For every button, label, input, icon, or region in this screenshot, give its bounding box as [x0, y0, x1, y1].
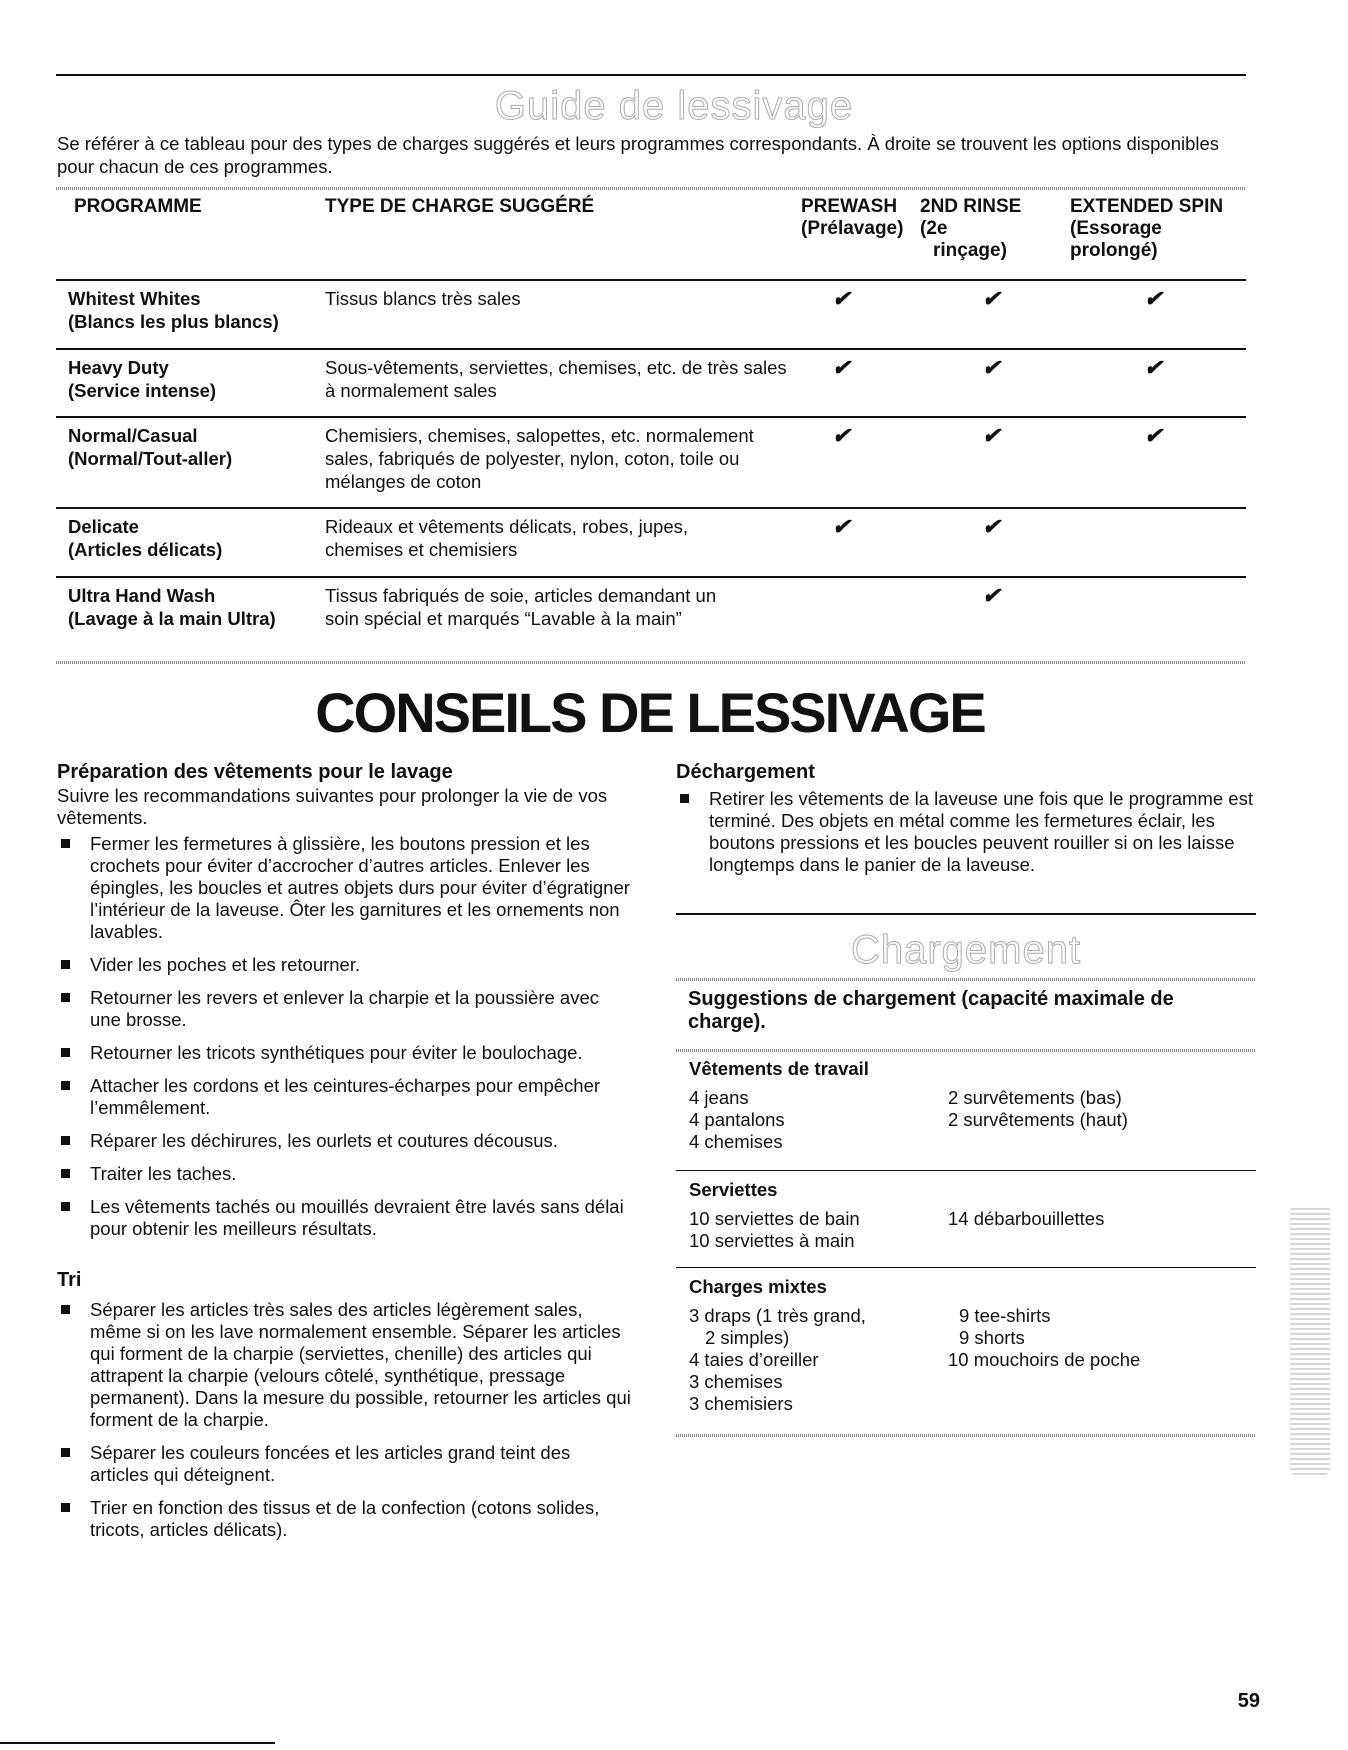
list-item [57, 1075, 632, 1119]
list-item-text: Attacher les cordons et les ceintures-écharpes pour empêcher l’emmêlement. [90, 1075, 601, 1118]
page-number: 59 [1237, 1690, 1260, 1712]
list-item: 2 survêtements (haut) [948, 1109, 1128, 1130]
list-item-text: Retourner les revers et enlever la charpie et la poussière avec une brosse. [90, 987, 600, 1030]
list-item: 9 tee-shirts [959, 1305, 1051, 1326]
bullet-icon [61, 1169, 70, 1178]
row-3-load: Rideaux et vêtements délicats, robes, jupes, chemises et chemisiers [325, 516, 688, 560]
row-0-rinse-check-icon: ✔ [982, 286, 1001, 311]
header-programme: PROGRAMME [74, 196, 202, 217]
bullet-icon [61, 1048, 70, 1057]
towels-right [948, 1208, 1104, 1230]
row-2-spin-check-icon: ✔ [1144, 423, 1163, 448]
row-4-name-fr: (Lavage à la main Ultra) [68, 608, 276, 629]
row-divider [56, 507, 1246, 509]
header-rinse-fr1: (2e [920, 218, 948, 239]
row-0-name-en: Whitest Whites [68, 288, 201, 309]
tri-list [57, 1299, 632, 1552]
list-item [57, 987, 632, 1031]
row-3-prewash-check-icon: ✔ [832, 514, 851, 539]
list-item [57, 1299, 632, 1431]
header-rinse [920, 196, 1021, 262]
loading-dot-rule [676, 978, 1256, 981]
list-item: 10 serviettes à main [689, 1230, 855, 1251]
row-1-spin-check-icon: ✔ [1144, 355, 1163, 380]
row-0-prewash-check-icon: ✔ [832, 286, 851, 311]
mixed-left [689, 1305, 866, 1415]
header-prewash-fr: (Prélavage) [801, 218, 904, 239]
row-1-prewash-check-icon: ✔ [832, 355, 851, 380]
row-1-name-fr: (Service intense) [68, 380, 217, 401]
top-rule [56, 74, 1246, 76]
list-item-text: Traiter les taches. [90, 1163, 237, 1184]
row-2-name-en: Normal/Casual [68, 425, 198, 446]
list-item [57, 1196, 632, 1240]
row-4-name [68, 584, 276, 630]
row-3-name-en: Delicate [68, 516, 139, 537]
row-2-name-fr: (Normal/Tout-aller) [68, 448, 233, 469]
row-divider [56, 416, 1246, 418]
group-divider [676, 1170, 1256, 1171]
footer-rule [0, 1742, 275, 1744]
bullet-icon [61, 1448, 70, 1457]
list-item: 9 shorts [959, 1327, 1025, 1348]
row-1-name [68, 356, 216, 402]
list-item-text: Retirer les vêtements de la laveuse une fois que le programme est terminé. Des objets en métal comme les fermetures éclair, les boutons pressions et les boucles peuvent rouiller si on les laisse longtemps dans le panier de la laveuse. [709, 788, 1253, 875]
row-4-rinse-check-icon: ✔ [982, 583, 1001, 608]
bullet-icon [61, 993, 70, 1002]
bullet-icon [61, 1503, 70, 1512]
row-divider [56, 348, 1246, 350]
bullet-icon [680, 794, 689, 803]
list-item: 3 draps (1 très grand, [689, 1305, 866, 1326]
list-item-text: Réparer les déchirures, les ourlets et coutures décousus. [90, 1130, 558, 1151]
list-item: 3 chemises [689, 1371, 783, 1392]
list-item [676, 788, 1256, 876]
bullet-icon [61, 960, 70, 969]
list-item: 4 taies d’oreiller [689, 1349, 819, 1370]
towels-left [689, 1208, 860, 1252]
list-item-text: Séparer les couleurs foncées et les articles grand teint des articles qui déteignent. [90, 1442, 571, 1485]
list-item: 3 chemisiers [689, 1393, 793, 1414]
work-heading: Vêtements de travail [689, 1058, 869, 1079]
header-type: TYPE DE CHARGE SUGGÉRÉ [325, 196, 595, 217]
list-item [57, 1497, 632, 1541]
row-4-name-en: Ultra Hand Wash [68, 585, 216, 606]
header-rinse-en: 2ND RINSE [920, 196, 1022, 217]
bullet-icon [61, 1305, 70, 1314]
row-2-prewash-check-icon: ✔ [832, 423, 851, 448]
header-spin-fr1: (Essorage [1070, 218, 1162, 239]
row-1-rinse-check-icon: ✔ [982, 355, 1001, 380]
row-2-name [68, 424, 232, 470]
guide-intro: Se référer à ce tableau pour des types de charges suggérés et leurs programmes correspondants. À droite se trouvent les options disponibles pour chacun de ces programmes. [57, 133, 1220, 177]
row-3-name [68, 515, 222, 561]
work-right [948, 1087, 1128, 1131]
table-top-rule [56, 187, 1246, 190]
list-item [57, 1442, 632, 1486]
bullet-icon [61, 1202, 70, 1211]
row-1-load: Sous-vêtements, serviettes, chemises, etc. de très sales à normalement sales [325, 357, 787, 401]
loading-subtitle: Suggestions de chargement (capacité maximale de charge). [688, 988, 1174, 1033]
header-spin-en: EXTENDED SPIN [1070, 196, 1224, 217]
bullet-icon [61, 1081, 70, 1090]
list-item: 2 survêtements (bas) [948, 1087, 1122, 1108]
list-item [57, 833, 632, 943]
row-2-rinse-check-icon: ✔ [982, 423, 1001, 448]
group-divider [676, 1267, 1256, 1268]
tips-title: CONSEILS DE LESSIVAGE [315, 681, 985, 744]
list-item [57, 1130, 632, 1152]
list-item: 10 serviettes de bain [689, 1208, 860, 1229]
prep-list [57, 833, 632, 1251]
row-4-load: Tissus fabriqués de soie, articles demandant un soin spécial et marqués “Lavable à la main” [325, 585, 717, 629]
list-item-text: Trier en fonction des tissus et de la confection (cotons solides, tricots, articles délicats). [90, 1497, 600, 1540]
guide-title: Guide de lessivage [494, 84, 854, 128]
loading-title: Chargement [850, 928, 1082, 972]
list-item: 14 débarbouillettes [948, 1208, 1105, 1229]
row-0-name [68, 287, 279, 333]
bullet-icon [61, 839, 70, 848]
scan-margin-artifact [1290, 1205, 1330, 1475]
list-item: 10 mouchoirs de poche [948, 1349, 1141, 1370]
row-divider [56, 279, 1246, 281]
row-0-load: Tissus blancs très sales [325, 288, 521, 309]
list-item-text: Retourner les tricots synthétiques pour éviter le boulochage. [90, 1042, 583, 1063]
header-rinse-fr2: rinçage) [933, 240, 1007, 261]
row-divider [56, 576, 1246, 578]
loading-bottom-rule [676, 1434, 1256, 1437]
list-item: 4 chemises [689, 1131, 783, 1152]
work-left [689, 1087, 785, 1153]
list-item [57, 1042, 632, 1064]
row-3-name-fr: (Articles délicats) [68, 539, 223, 560]
towels-heading: Serviettes [689, 1179, 778, 1200]
row-3-rinse-check-icon: ✔ [982, 514, 1001, 539]
mixed-heading: Charges mixtes [689, 1276, 827, 1297]
list-item [57, 1163, 632, 1185]
list-item: 4 pantalons [689, 1109, 785, 1130]
loading-dot-rule [676, 1049, 1256, 1052]
tri-heading: Tri [57, 1269, 82, 1291]
list-item: 2 simples) [705, 1327, 790, 1348]
list-item-text: Fermer les fermetures à glissière, les boutons pression et les crochets pour éviter d’accrocher d’autres articles. Enlever les épingles, les boucles et autres objets durs pour éviter d’égratigner l’intérieur de la laveuse. Ôter les garnitures et les ornements non lavables. [90, 833, 630, 942]
header-spin-fr2: prolongé) [1070, 240, 1158, 261]
row-0-spin-check-icon: ✔ [1144, 286, 1163, 311]
header-spin [1070, 196, 1223, 262]
bullet-icon [61, 1136, 70, 1145]
row-2-load: Chemisiers, chemises, salopettes, etc. normalement sales, fabriqués de polyester, nylon, coton, toile ou mélanges de coton [325, 425, 754, 492]
unload-list [676, 788, 1256, 887]
row-0-name-fr: (Blancs les plus blancs) [68, 311, 279, 332]
prep-intro: Suivre les recommandations suivantes pour prolonger la vie de vos vêtements. [57, 785, 608, 828]
loading-top-rule [676, 913, 1256, 915]
mixed-right [948, 1305, 1140, 1371]
prep-heading: Préparation des vêtements pour le lavage [57, 761, 453, 783]
unload-heading: Déchargement [676, 761, 815, 783]
list-item-text: Séparer les articles très sales des articles légèrement sales, même si on les lave normalement ensemble. Séparer les articles qui forment de la charpie (serviettes, chenille) des articles qui attrapent la charpie (velours côtelé, synthétique, pressage permanent). Dans la mesure du possible, retourner les articles qui forment de la charpie. [90, 1299, 631, 1430]
list-item: 4 jeans [689, 1087, 749, 1108]
list-item-text: Vider les poches et les retourner. [90, 954, 361, 975]
list-item [57, 954, 632, 976]
row-1-name-en: Heavy Duty [68, 357, 169, 378]
header-prewash [801, 196, 903, 240]
table-bottom-rule [56, 661, 1246, 664]
header-prewash-en: PREWASH [801, 196, 898, 217]
list-item-text: Les vêtements tachés ou mouillés devraient être lavés sans délai pour obtenir les meilleurs résultats. [90, 1196, 624, 1239]
